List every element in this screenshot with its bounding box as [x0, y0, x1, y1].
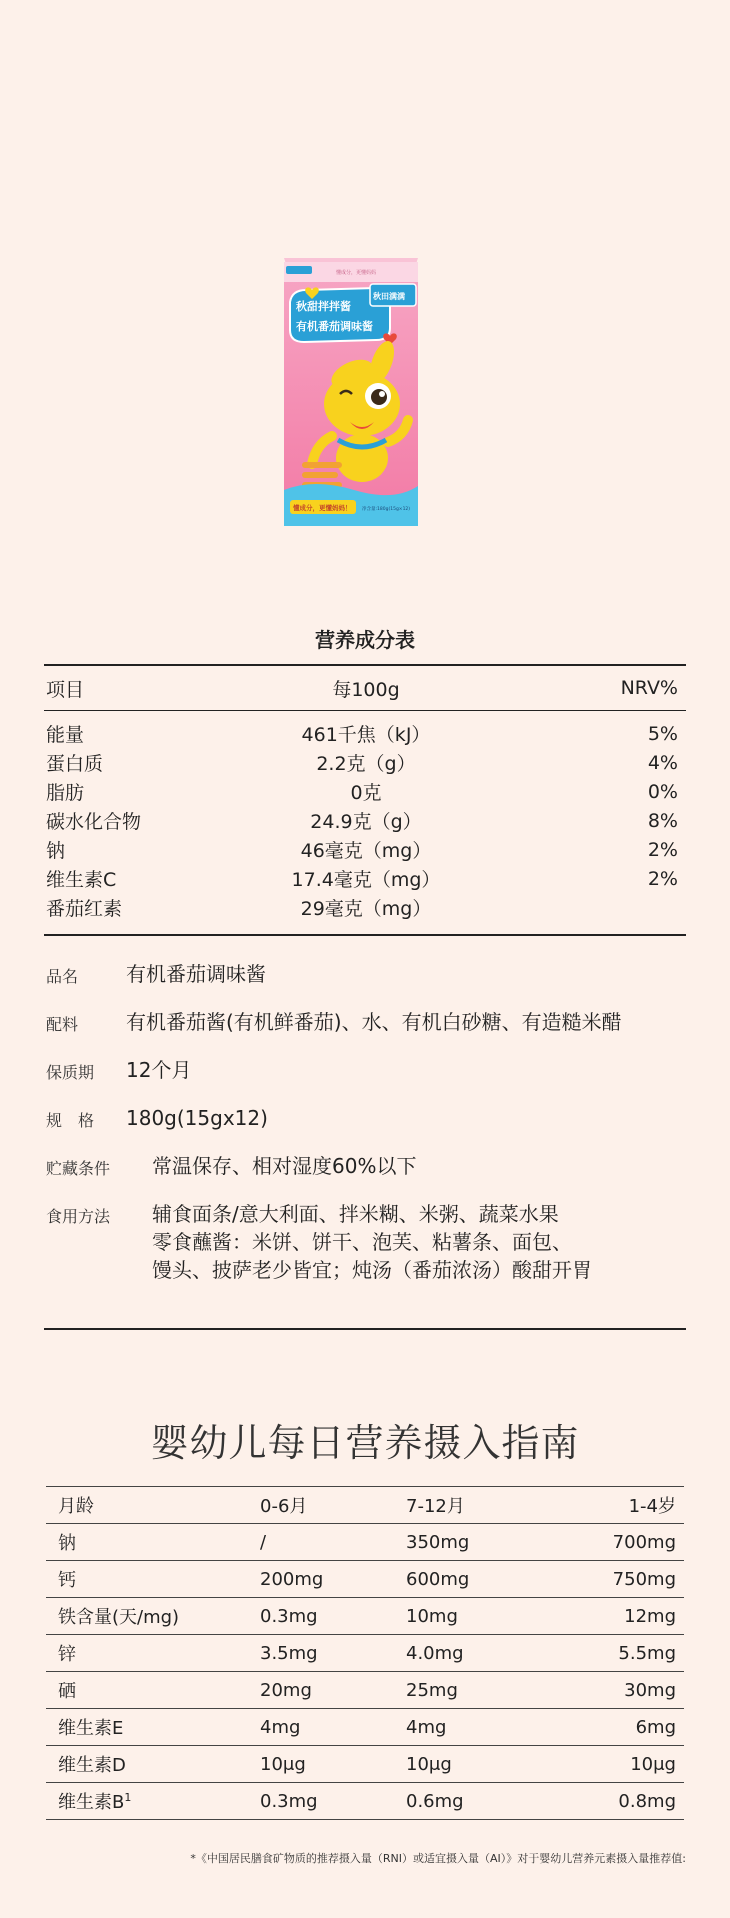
nutrient-amount: 29毫克（mg） — [300, 898, 432, 920]
guide-row — [46, 1672, 684, 1709]
info-value: 180g(15gx12) — [126, 1106, 268, 1130]
nutrient-nrv: 5% — [647, 722, 678, 745]
info-label: 食用方法 — [46, 1207, 111, 1226]
nutrient-name: 维生素C — [46, 869, 117, 891]
nutrient-name: 碳水化合物 — [46, 811, 142, 833]
guide-row — [46, 1561, 684, 1598]
guide-value: 0.3mg — [260, 1605, 318, 1627]
info-label: 保质期 — [46, 1063, 95, 1082]
info-value-line: 馒头、披萨老少皆宜；炖汤（番茄浓汤）酸甜开胃 — [152, 1258, 592, 1282]
nutrition-row — [44, 719, 686, 748]
svg-text:懂成分，更懂妈妈: 懂成分，更懂妈妈 — [336, 270, 377, 276]
guide-value: 10μg — [630, 1753, 676, 1775]
nutrition-row — [44, 777, 686, 806]
nutrition-header-per100g: 每100g — [332, 678, 400, 701]
nutrient-amount: 461千焦（kJ） — [301, 724, 431, 746]
guide-nutrient: 维生素E — [58, 1718, 124, 1739]
guide-value: 30mg — [624, 1679, 676, 1701]
nutrient-name: 番茄红素 — [46, 898, 123, 920]
guide-value: 5.5mg — [618, 1642, 676, 1664]
info-value-line: 辅食面条/意大利面、拌米糊、米粥、蔬菜水果 — [152, 1202, 559, 1226]
superscript: 1 — [124, 1791, 132, 1804]
nutrient-nrv: 2% — [647, 867, 678, 890]
info-value: 有机番茄酱(有机鲜番茄)、水、有机白砂糖、有造糙米醋 — [126, 1010, 622, 1034]
guide-header-row — [46, 1487, 684, 1524]
guide-value: 20mg — [260, 1679, 312, 1701]
nutrition-header-row — [44, 666, 686, 711]
nutrition-header-item: 项目 — [46, 678, 85, 701]
guide-value: 3.5mg — [260, 1642, 318, 1664]
info-value: 有机番茄调味酱 — [126, 962, 266, 986]
guide-nutrient: 钠 — [58, 1533, 76, 1554]
nutrient-nrv: 4% — [647, 751, 678, 774]
info-label: 规 格 — [46, 1111, 95, 1130]
guide-nutrient-text: 维生素B — [58, 1792, 125, 1813]
guide-row — [46, 1746, 684, 1783]
nutrient-nrv: 2% — [647, 838, 678, 861]
guide-nutrient: 维生素D — [58, 1755, 126, 1776]
guide-value: 350mg — [406, 1531, 470, 1553]
info-label: 贮藏条件 — [46, 1159, 111, 1178]
nutrient-nrv: 0% — [647, 780, 678, 803]
guide-header-age: 月龄 — [58, 1496, 94, 1517]
guide-nutrient: 锌 — [58, 1644, 76, 1665]
nutrition-row — [44, 864, 686, 893]
guide-title: 婴幼儿每日营养摄入指南 — [150, 1421, 580, 1465]
nutrition-table — [44, 664, 686, 936]
guide-value: 10μg — [406, 1753, 452, 1775]
box-slogan: 懂成分，更懂妈妈！ — [293, 504, 352, 512]
footnote: *《中国居民膳食矿物质的推荐摄入量（RNI）或适宜摄入量（AI）》对于婴幼儿营养元素摄入量推荐值: — [190, 1852, 686, 1865]
nutrient-amount: 2.2克（g） — [316, 753, 416, 775]
guide-value: 6mg — [635, 1716, 676, 1738]
guide-row — [46, 1635, 684, 1672]
guide-row — [46, 1598, 684, 1635]
info-value-line: 零食蘸酱：米饼、饼干、泡芙、粘薯条、面包、 — [152, 1230, 572, 1254]
product-box-image — [282, 254, 420, 528]
guide-row — [46, 1783, 684, 1820]
guide-value: 0.3mg — [260, 1790, 318, 1812]
box-net-content: 净含量:180g(15g×12) — [362, 507, 411, 512]
guide-value: 12mg — [624, 1605, 676, 1627]
guide-value: 750mg — [612, 1568, 676, 1590]
nutrient-name: 能量 — [46, 724, 85, 746]
nutrient-amount: 46毫克（mg） — [300, 840, 432, 862]
guide-header-7-12: 7-12月 — [406, 1496, 465, 1517]
guide-nutrient — [46, 1788, 260, 1814]
guide-value: 10mg — [406, 1605, 458, 1627]
guide-value: 4mg — [406, 1716, 447, 1738]
nutrition-header-nrv: NRV% — [620, 677, 678, 699]
info-label: 品名 — [46, 967, 79, 986]
guide-value: 4.0mg — [406, 1642, 464, 1664]
box-bubble-line1: 秋甜拌拌酱 — [296, 300, 351, 313]
info-value: 常温保存、相对湿度60%以下 — [152, 1154, 417, 1178]
nutrient-name: 钠 — [46, 840, 66, 862]
guide-value: 0.8mg — [618, 1790, 676, 1812]
guide-value: 10μg — [260, 1753, 306, 1775]
info-value: 12个月 — [126, 1058, 192, 1082]
nutrient-name: 脂肪 — [46, 782, 85, 804]
nutrition-row — [44, 893, 686, 922]
guide-value: 25mg — [406, 1679, 458, 1701]
nutrition-row — [44, 835, 686, 864]
guide-table — [46, 1486, 684, 1820]
guide-row — [46, 1524, 684, 1561]
nutrient-amount: 17.4毫克（mg） — [291, 869, 441, 891]
nutrient-name: 蛋白质 — [46, 753, 104, 775]
guide-value: 4mg — [260, 1716, 301, 1738]
guide-value: 0.6mg — [406, 1790, 464, 1812]
guide-row — [46, 1709, 684, 1746]
guide-nutrient: 硒 — [58, 1681, 76, 1702]
guide-value: / — [260, 1531, 267, 1553]
guide-value: 200mg — [260, 1568, 324, 1590]
guide-value: 600mg — [406, 1568, 470, 1590]
info-label: 配料 — [46, 1015, 79, 1034]
nutrient-amount: 0克 — [350, 782, 382, 804]
guide-header-1-4: 1-4岁 — [628, 1496, 676, 1517]
guide-nutrient: 钙 — [58, 1570, 76, 1591]
nutrition-row — [44, 748, 686, 777]
nutrient-amount: 24.9克（g） — [310, 811, 422, 833]
guide-header-0-6: 0-6月 — [260, 1496, 308, 1517]
guide-value: 700mg — [612, 1531, 676, 1553]
nutrient-nrv: 8% — [647, 809, 678, 832]
nutrition-title: 营养成分表 — [315, 628, 415, 652]
guide-nutrient: 铁含量(天/mg) — [58, 1607, 180, 1628]
box-brand: 秋田满满 — [373, 292, 405, 301]
section-divider — [44, 1328, 686, 1330]
nutrition-row — [44, 806, 686, 835]
box-bubble-line2: 有机番茄调味酱 — [296, 320, 373, 333]
